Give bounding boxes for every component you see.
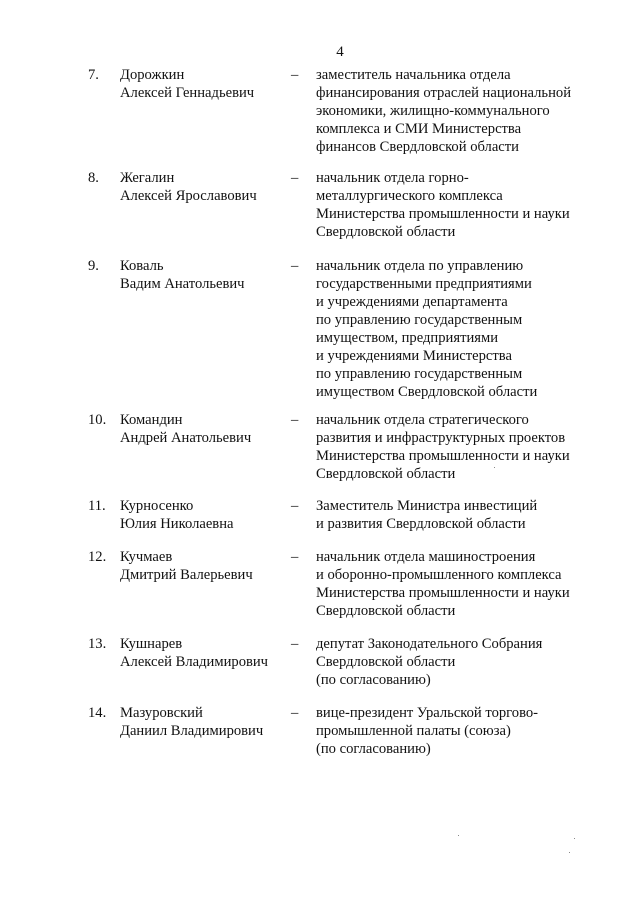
page-number: 4 [336,44,344,60]
position-line: Свердловской области [316,224,456,240]
scan-speck [569,852,570,853]
person-name [120,169,280,205]
position-line: начальник отдела горно- [316,170,469,186]
person-position [316,66,596,156]
position-line: и учреждениями Министерства [316,348,512,364]
position-line: металлургического комплекса [316,188,503,204]
person-surname: Дорожкин [120,67,185,83]
person-surname: Курносенко [120,498,194,514]
entry-number: 10. [88,412,107,428]
position-line: развития и инфраструктурных проектов [316,430,566,446]
person-given-name: Алексей Геннадьевич [120,85,255,101]
person-surname: Жегалин [120,170,175,186]
entry-number: 7. [88,67,99,83]
person-surname: Кушнарев [120,636,183,652]
person-given-name: Юлия Николаевна [120,516,234,532]
person-position [316,704,596,758]
separator-dash: – [291,549,299,565]
person-position [316,548,596,620]
person-position [316,169,596,241]
person-given-name: Андрей Анатольевич [120,430,252,446]
person-given-name: Алексей Ярославович [120,188,257,204]
position-line: Министерства промышленности и науки [316,585,570,601]
position-line: промышленной палаты (союза) [316,723,511,739]
person-position [316,257,596,401]
person-surname: Командин [120,412,183,428]
person-name [120,66,280,102]
position-line: и учреждениями департамента [316,294,508,310]
position-line: и развития Свердловской области [316,516,526,532]
person-name [120,257,280,293]
position-line: Свердловской области [316,654,456,670]
position-line: Министерства промышленности и науки [316,448,570,464]
entry-number: 13. [88,636,107,652]
person-position [316,497,596,533]
position-line: Министерства промышленности и науки [316,206,570,222]
scan-speck [574,838,575,839]
separator-dash: – [291,258,299,274]
entry-number: 11. [88,498,106,514]
position-line: и оборонно-промышленного комплекса [316,567,562,583]
position-line: депутат Законодательного Собрания [316,636,543,652]
entry-number: 8. [88,170,99,186]
scan-speck [458,835,459,836]
position-line: Заместитель Министра инвестиций [316,498,538,514]
separator-dash: – [291,498,299,514]
position-line: комплекса и СМИ Министерства [316,121,522,137]
person-given-name: Вадим Анатольевич [120,276,245,292]
separator-dash: – [291,636,299,652]
person-name [120,548,280,584]
person-name [120,411,280,447]
position-line: начальник отдела по управлению [316,258,524,274]
position-line: начальник отдела машиностроения [316,549,536,565]
person-given-name: Даниил Владимирович [120,723,264,739]
position-line: государственными предприятиями [316,276,532,292]
person-position [316,635,596,689]
separator-dash: – [291,67,299,83]
separator-dash: – [291,705,299,721]
person-name [120,635,280,671]
position-line: Свердловской области [316,466,456,482]
position-line: экономики, жилищно-коммунального [316,103,550,119]
position-line: финансирования отраслей национальной [316,85,572,101]
position-line: начальник отдела стратегического [316,412,529,428]
position-line: вице-президент Уральской торгово- [316,705,539,721]
entry-number: 14. [88,705,107,721]
person-name [120,704,280,740]
entry-number: 9. [88,258,99,274]
position-line: заместитель начальника отдела [316,67,511,83]
position-line: (по согласованию) [316,741,431,757]
person-given-name: Алексей Владимирович [120,654,269,670]
separator-dash: – [291,170,299,186]
entry-number: 12. [88,549,107,565]
scan-speck [494,467,495,468]
person-surname: Кучмаев [120,549,173,565]
person-surname: Коваль [120,258,164,274]
separator-dash: – [291,412,299,428]
position-line: по управлению государственным [316,366,523,382]
position-line: имуществом, предприятиями [316,330,499,346]
position-line: по управлению государственным [316,312,523,328]
person-position [316,411,596,483]
position-line: Свердловской области [316,603,456,619]
person-given-name: Дмитрий Валерьевич [120,567,253,583]
position-line: финансов Свердловской области [316,139,519,155]
position-line: имуществом Свердловской области [316,384,538,400]
person-surname: Мазуровский [120,705,203,721]
position-line: (по согласованию) [316,672,431,688]
person-name [120,497,280,533]
